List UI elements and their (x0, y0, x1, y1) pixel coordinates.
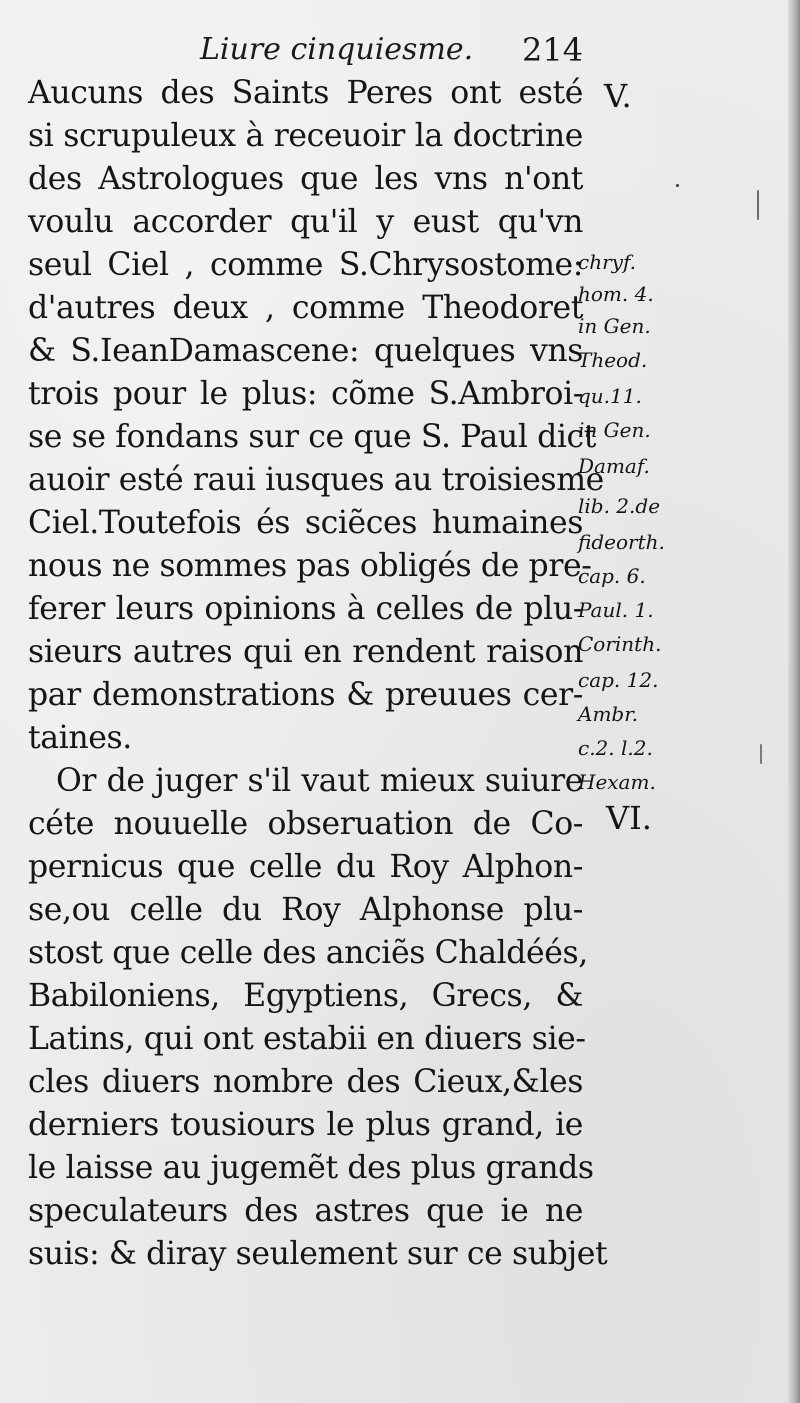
text-line: si scrupuleux à receuoir la doctrine (28, 118, 583, 154)
text-line: des Astrologues que les vns n'ont (28, 161, 583, 197)
text-line: sieurs autres qui en rendent raison (28, 634, 583, 670)
margin-note: Corinth. (578, 632, 662, 656)
text-line: stost que celle des anciẽs Chaldéés, (28, 935, 588, 971)
text-line: speculateurs des astres que ie ne (28, 1193, 583, 1229)
paper-speck (676, 184, 679, 187)
section-mark-v: V. (604, 77, 632, 115)
text-line: se,ou celle du Roy Alphonse plu- (28, 892, 583, 928)
text-line: cles diuers nombre des Cieux,&les (28, 1064, 583, 1100)
text-line: suis: & diray seulement sur ce subjet (28, 1236, 608, 1272)
text-line: se se fondans sur ce que S. Paul dict (28, 419, 597, 455)
text-line: taines. (28, 720, 132, 756)
paper-speck (757, 190, 759, 220)
text-line: le laisse au jugemẽt des plus grands (28, 1150, 594, 1186)
text-line: Babiloniens, Egyptiens, Grecs, & (28, 978, 583, 1014)
margin-note: fideorth. (578, 530, 665, 554)
margin-note: qu.11. (578, 384, 642, 408)
binding-edge (788, 0, 800, 1403)
text-line: seul Ciel , comme S.Chrysostome: (28, 247, 583, 283)
margin-note: lib. 2.de (578, 494, 661, 518)
margin-note: in Gen. (578, 418, 651, 442)
text-line: Aucuns des Saints Peres ont esté (28, 75, 583, 111)
margin-note: in Gen. (578, 314, 651, 338)
margin-note: c.2. l.2. (578, 736, 653, 760)
text-line: trois pour le plus: cõme S.Ambroi- (28, 376, 583, 412)
text-line: céte nouuelle obseruation de Co- (28, 806, 583, 842)
text-line: nous ne sommes pas obligés de pre- (28, 548, 592, 584)
margin-note: Theod. (578, 348, 648, 372)
text-line: Latins, qui ont estabii en diuers sie- (28, 1021, 586, 1057)
text-line: d'autres deux , comme Theodoret (28, 290, 583, 326)
margin-note: hom. 4. (578, 282, 654, 306)
text-line: derniers tousiours le plus grand, ie (28, 1107, 583, 1143)
margin-note: chryf. (578, 250, 636, 274)
text-line: voulu accorder qu'il y eust qu'vn (28, 204, 583, 240)
text-line: Ciel.Toutefois és sciẽces humaines (28, 505, 583, 541)
section-mark-vi: VI. (606, 799, 652, 837)
margin-note: Ambr. (578, 702, 638, 726)
margin-note: Hexam. (578, 770, 656, 794)
text-line: & S.IeanDamascene: quelques vns (28, 333, 583, 369)
margin-note: Paul. 1. (578, 598, 654, 622)
text-line: pernicus que celle du Roy Alphon- (28, 849, 583, 885)
text-line: ferer leurs opinions à celles de plu- (28, 591, 583, 627)
running-title: Liure cinquiesme. (200, 32, 474, 67)
page-number: 214 (522, 31, 584, 69)
text-line: auoir esté raui iusques au troisiesme (28, 462, 604, 498)
paper-speck (760, 744, 762, 764)
margin-note: cap. 6. (578, 564, 646, 588)
running-head (200, 30, 600, 70)
text-line: par demonstrations & preuues cer- (28, 677, 583, 713)
margin-note: cap. 12. (578, 668, 659, 692)
margin-note: Damaf. (578, 454, 650, 478)
text-line: Or de juger s'il vaut mieux suiure (56, 763, 583, 799)
